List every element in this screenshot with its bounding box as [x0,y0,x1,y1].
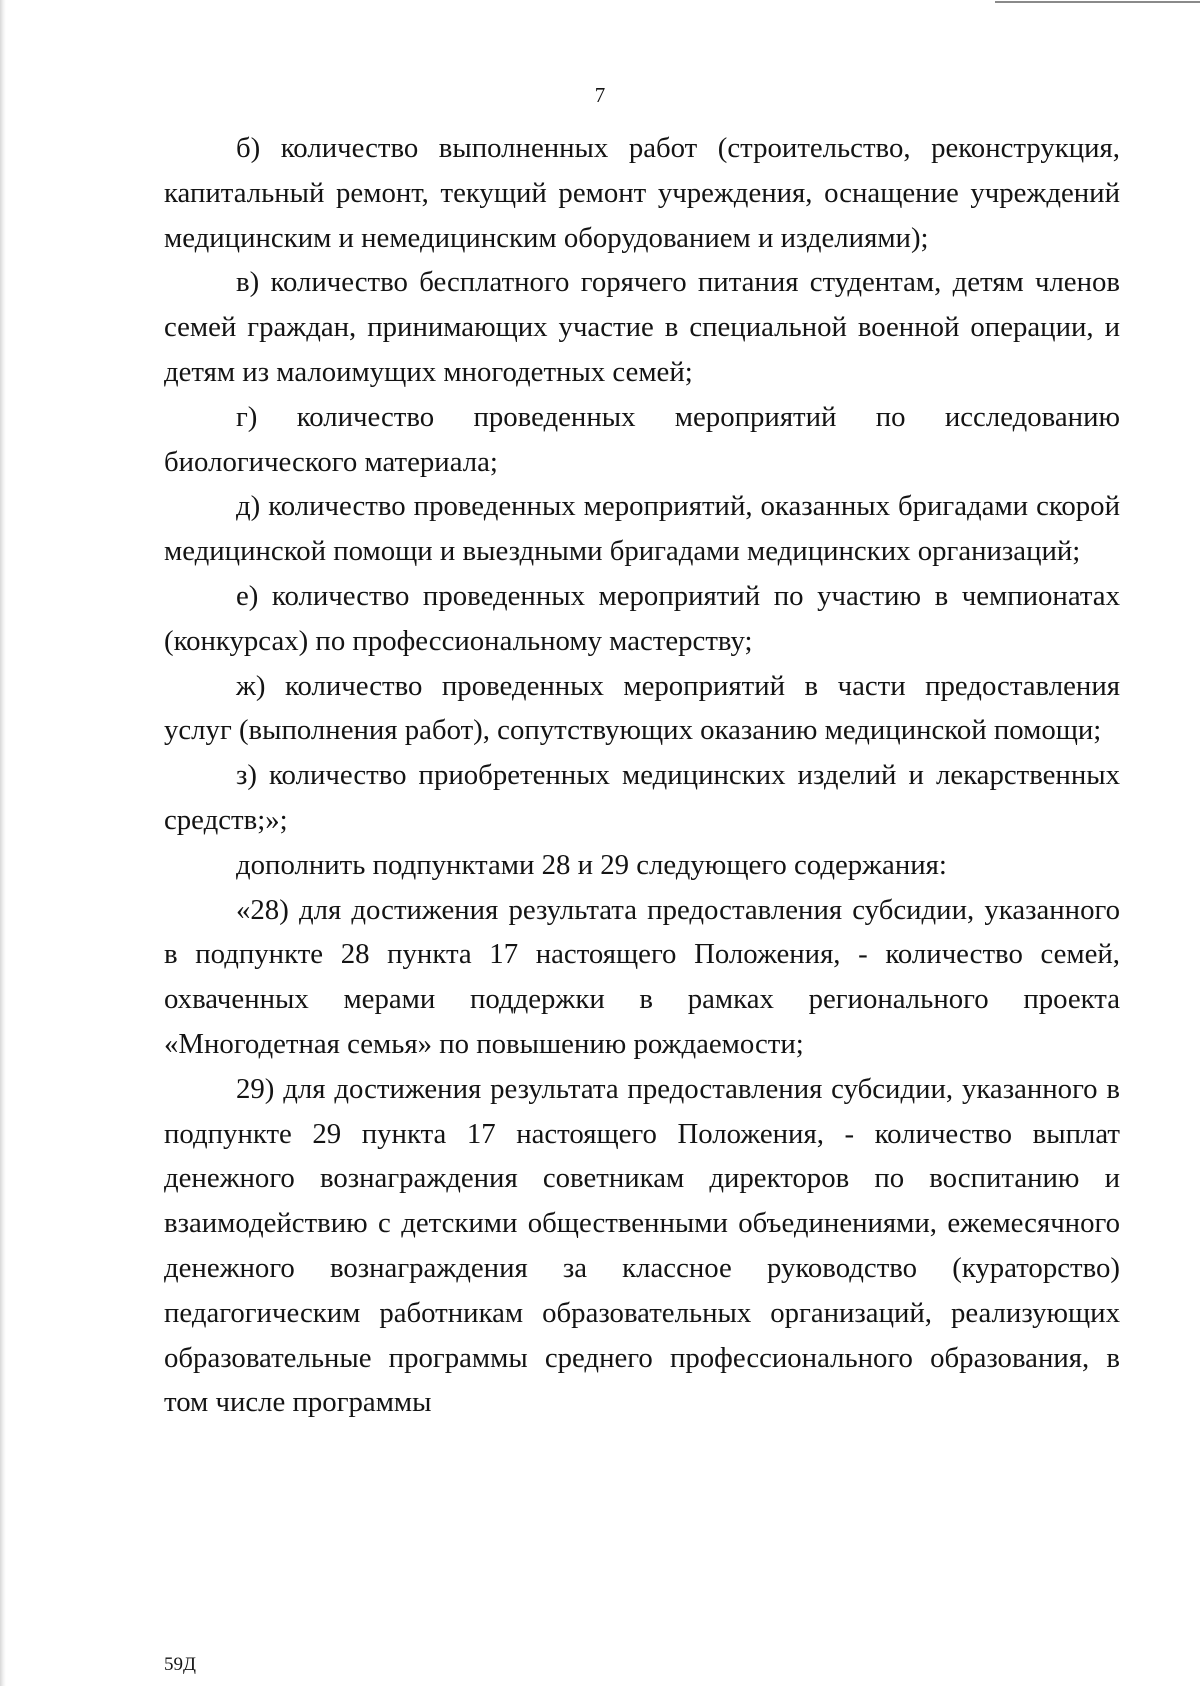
paragraph-zh: ж) количество проведенных мероприятий в части предоставления услуг (выполнения работ), сопутствующих оказанию медицинской помощи; [164,669,1120,747]
paragraph-e: е) количество проведенных мероприятий по участию в чемпионатах (конкурсах) по профессиональному мастерству; [164,579,1120,657]
paragraph-d: д) количество проведенных мероприятий, оказанных бригадами скорой медицинской помощи и выездными бригадами медицинских организаций; [164,490,1120,568]
scan-top-line [995,1,1200,3]
scan-left-edge [0,0,6,1686]
paragraph-amend-intro: дополнить подпунктами 28 и 29 следующего содержания: [236,848,947,881]
paragraph-item-28: «28) для достижения результата предоставления субсидии, указанного в подпункте 28 пункта 17 настоящего Положения, - количество семей, охваченных мерами поддержки в рамках регионального проекта «Многодетная семья» по повышению рождаемости; [164,893,1120,1060]
footer-document-code: 59Д [164,1654,196,1675]
page-number: 7 [594,83,606,107]
paragraph-item-29: 29) для достижения результата предоставления субсидии, указанного в подпункте 29 пункта 17 настоящего Положения, - количество выплат денежного вознаграждения советникам директоров по воспитанию и взаимодействию с детскими общественными объединениями, ежемесячного денежного вознаграждения за классное руководство (кураторство) педагогическим работникам образовательных организаций, реализующих образовательные программы среднего профессионального образования, в том числе программы [164,1072,1120,1419]
paragraph-g: г) количество проведенных мероприятий по исследованию биологического материала; [164,400,1120,478]
document-body [164,126,1120,1425]
paragraph-v: в) количество бесплатного горячего питания студентам, детям членов семей граждан, принимающих участие в специальной военной операции, и детям из малоимущих многодетных семей; [164,266,1120,388]
paragraph-b: б) количество выполненных работ (строительство, реконструкция, капитальный ремонт, текущий ремонт учреждения, оснащение учреждений медицинским и немедицинским оборудованием и изделиями); [164,132,1120,254]
paragraph-z: з) количество приобретенных медицинских изделий и лекарственных средств;»; [164,759,1120,836]
